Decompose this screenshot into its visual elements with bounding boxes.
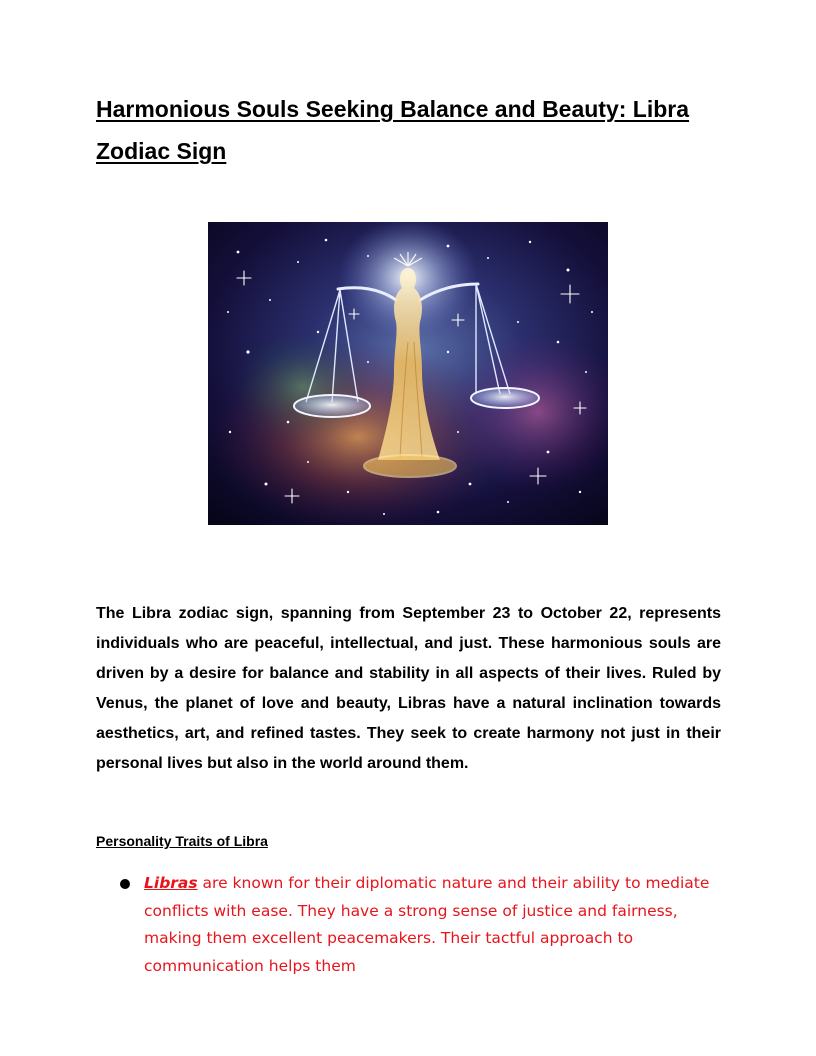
intro-paragraph: The Libra zodiac sign, spanning from September 23 to October 22, represents individuals who are peaceful, intellectual, and just. These harmonious souls are driven by a desire for balance and stability in all aspects of their lives. Ruled by Venus, the planet of love and beauty, Libras have a natural inclination towards aesthetics, art, and refined tastes. They seek to create harmony not just in their personal lives but also in the world around them.	[96, 605, 721, 772]
page-title: Harmonious Souls Seeking Balance and Beauty: Libra Zodiac Sign	[96, 96, 690, 164]
bullet-lead-link[interactable]: Libras	[144, 874, 198, 892]
bullet-text: are known for their diplomatic nature and their ability to mediate conflicts with ease. They have a strong sense of justice and fairness, making them excellent peacemakers. Their tactful approach to communication helps them	[144, 874, 710, 975]
traits-list	[96, 870, 721, 980]
list-item	[96, 870, 721, 980]
bullet-icon	[120, 879, 130, 889]
section-heading: Personality Traits of Libra	[96, 833, 268, 849]
libra-zodiac-illustration	[208, 222, 608, 525]
